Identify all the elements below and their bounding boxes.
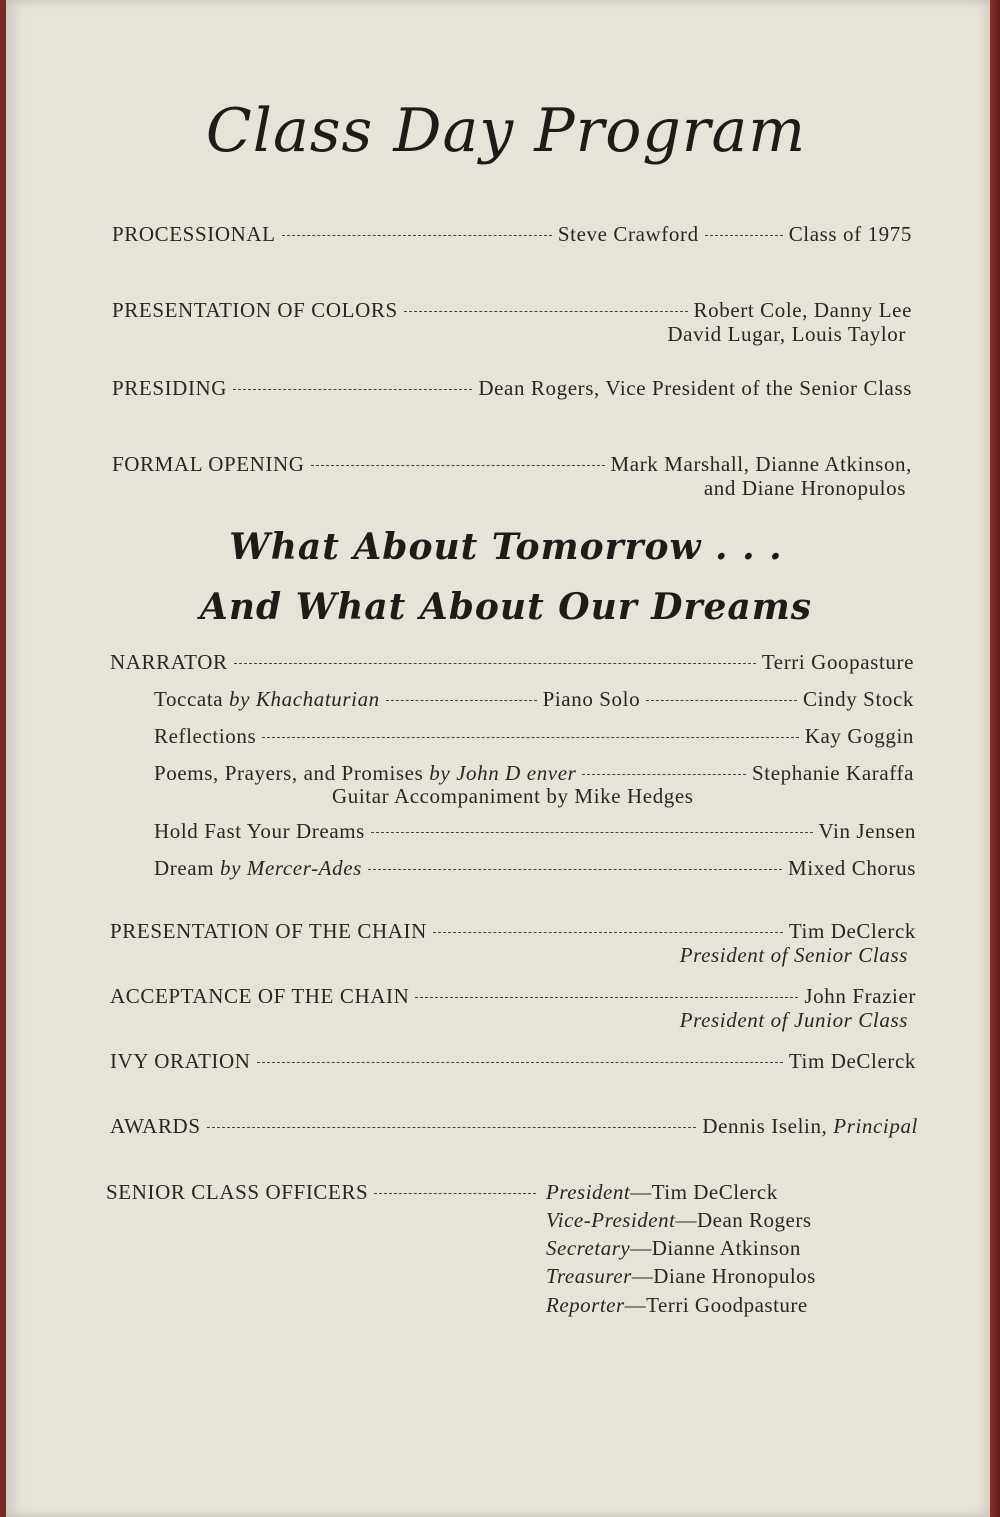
officer-reporter bbox=[546, 1293, 808, 1318]
officer-role: Reporter bbox=[546, 1293, 625, 1317]
officer-role: President bbox=[546, 1180, 631, 1204]
leader-dots bbox=[705, 235, 783, 236]
page-title: Class Day Program bbox=[205, 96, 807, 166]
leader-dots bbox=[433, 932, 783, 933]
officer-name: —Dianne Atkinson bbox=[630, 1236, 801, 1260]
officer-name: —Tim DeClerck bbox=[630, 1180, 778, 1204]
officers-label: SENIOR CLASS OFFICERS bbox=[106, 1180, 369, 1204]
officer-role: Secretary bbox=[546, 1236, 631, 1260]
opening-row bbox=[112, 452, 912, 477]
leader-dots bbox=[415, 997, 798, 998]
processional-performer: Steve Crawford bbox=[557, 222, 699, 246]
chain-acceptance-row bbox=[110, 984, 916, 1009]
narrator-row bbox=[110, 650, 914, 675]
chain-presentation-value: Tim DeClerck bbox=[788, 919, 916, 943]
colors-names-2: David Lugar, Louis Taylor bbox=[667, 322, 906, 346]
opening-names-2: and Diane Hronopulos bbox=[703, 476, 906, 500]
hold-row bbox=[154, 819, 916, 844]
dream-title: Dream bbox=[154, 856, 215, 880]
officers-row bbox=[106, 1180, 542, 1205]
opening-names-1: Mark Marshall, Dianne Atkinson, bbox=[610, 452, 912, 476]
leader-dots bbox=[646, 700, 797, 701]
chain-presentation-row bbox=[110, 919, 916, 944]
chain-presentation-role: President of Senior Class bbox=[679, 943, 908, 967]
awards-role: Principal bbox=[833, 1114, 918, 1138]
narrator-label: NARRATOR bbox=[110, 650, 228, 674]
ivy-value: Tim DeClerck bbox=[788, 1049, 916, 1073]
dream-value: Mixed Chorus bbox=[788, 856, 916, 880]
officer-name: —Terri Goodpasture bbox=[624, 1293, 808, 1317]
officer-treasurer bbox=[546, 1264, 816, 1289]
program-page bbox=[6, 0, 990, 1517]
toccata-row bbox=[154, 687, 914, 712]
dream-row bbox=[154, 856, 916, 881]
officer-role: Treasurer bbox=[546, 1264, 632, 1288]
poems-by: by John D enver bbox=[429, 761, 577, 785]
awards-label: AWARDS bbox=[110, 1114, 201, 1138]
colors-row bbox=[112, 298, 912, 323]
theme-line-2: And What About Our Dreams bbox=[199, 586, 813, 628]
poems-title: Poems, Prayers, and Promises bbox=[154, 761, 424, 785]
awards-value: Dennis Iselin, bbox=[702, 1114, 828, 1138]
leader-dots bbox=[233, 389, 472, 390]
leader-dots bbox=[371, 832, 813, 833]
leader-dots bbox=[234, 663, 756, 664]
colors-label: PRESENTATION OF COLORS bbox=[112, 298, 398, 322]
presiding-row bbox=[112, 376, 912, 401]
processional-row bbox=[112, 222, 912, 247]
officer-secretary bbox=[546, 1236, 801, 1261]
toccata-title: Toccata bbox=[154, 687, 224, 711]
officer-name: —Diane Hronopulos bbox=[631, 1264, 816, 1288]
dream-by: by Mercer-Ades bbox=[220, 856, 362, 880]
ivy-label: IVY ORATION bbox=[110, 1049, 251, 1073]
leader-dots bbox=[386, 700, 537, 701]
processional-label: PROCESSIONAL bbox=[112, 222, 276, 246]
presiding-label: PRESIDING bbox=[112, 376, 228, 400]
reflections-title: Reflections bbox=[154, 724, 257, 748]
chain-acceptance-value: John Frazier bbox=[804, 984, 916, 1008]
leader-dots bbox=[282, 235, 552, 236]
reflections-row bbox=[154, 724, 914, 749]
presiding-value: Dean Rogers, Vice President of the Senior Class bbox=[478, 376, 912, 400]
toccata-by: by Khachaturian bbox=[229, 687, 380, 711]
background-edge bbox=[990, 0, 1000, 1517]
reflections-value: Kay Goggin bbox=[804, 724, 914, 748]
leader-dots bbox=[262, 737, 799, 738]
hold-title: Hold Fast Your Dreams bbox=[154, 819, 365, 843]
leader-dots bbox=[207, 1127, 697, 1128]
leader-dots bbox=[374, 1193, 536, 1194]
toccata-value: Cindy Stock bbox=[802, 687, 914, 711]
officer-vice-president bbox=[546, 1208, 812, 1233]
officer-role: Vice-President bbox=[546, 1208, 676, 1232]
hold-value: Vin Jensen bbox=[818, 819, 916, 843]
ivy-row bbox=[110, 1049, 916, 1074]
processional-by: Class of 1975 bbox=[788, 222, 912, 246]
poems-row bbox=[154, 761, 914, 786]
leader-dots bbox=[311, 465, 605, 466]
chain-acceptance-role: President of Junior Class bbox=[679, 1008, 908, 1032]
toccata-mid: Piano Solo bbox=[542, 687, 641, 711]
colors-names-1: Robert Cole, Danny Lee bbox=[693, 298, 912, 322]
opening-label: FORMAL OPENING bbox=[112, 452, 305, 476]
officer-name: —Dean Rogers bbox=[675, 1208, 812, 1232]
leader-dots bbox=[582, 774, 746, 775]
chain-acceptance-label: ACCEPTANCE OF THE CHAIN bbox=[110, 984, 410, 1008]
officer-president bbox=[546, 1180, 778, 1205]
poems-value: Stephanie Karaffa bbox=[752, 761, 914, 785]
theme-line-1: What About Tomorrow . . . bbox=[229, 526, 783, 568]
chain-presentation-label: PRESENTATION OF THE CHAIN bbox=[110, 919, 427, 943]
narrator-value: Terri Goopasture bbox=[761, 650, 914, 674]
leader-dots bbox=[257, 1062, 783, 1063]
leader-dots bbox=[368, 869, 782, 870]
awards-row bbox=[110, 1114, 918, 1139]
leader-dots bbox=[404, 311, 688, 312]
poems-note: Guitar Accompaniment by Mike Hedges bbox=[332, 784, 694, 808]
